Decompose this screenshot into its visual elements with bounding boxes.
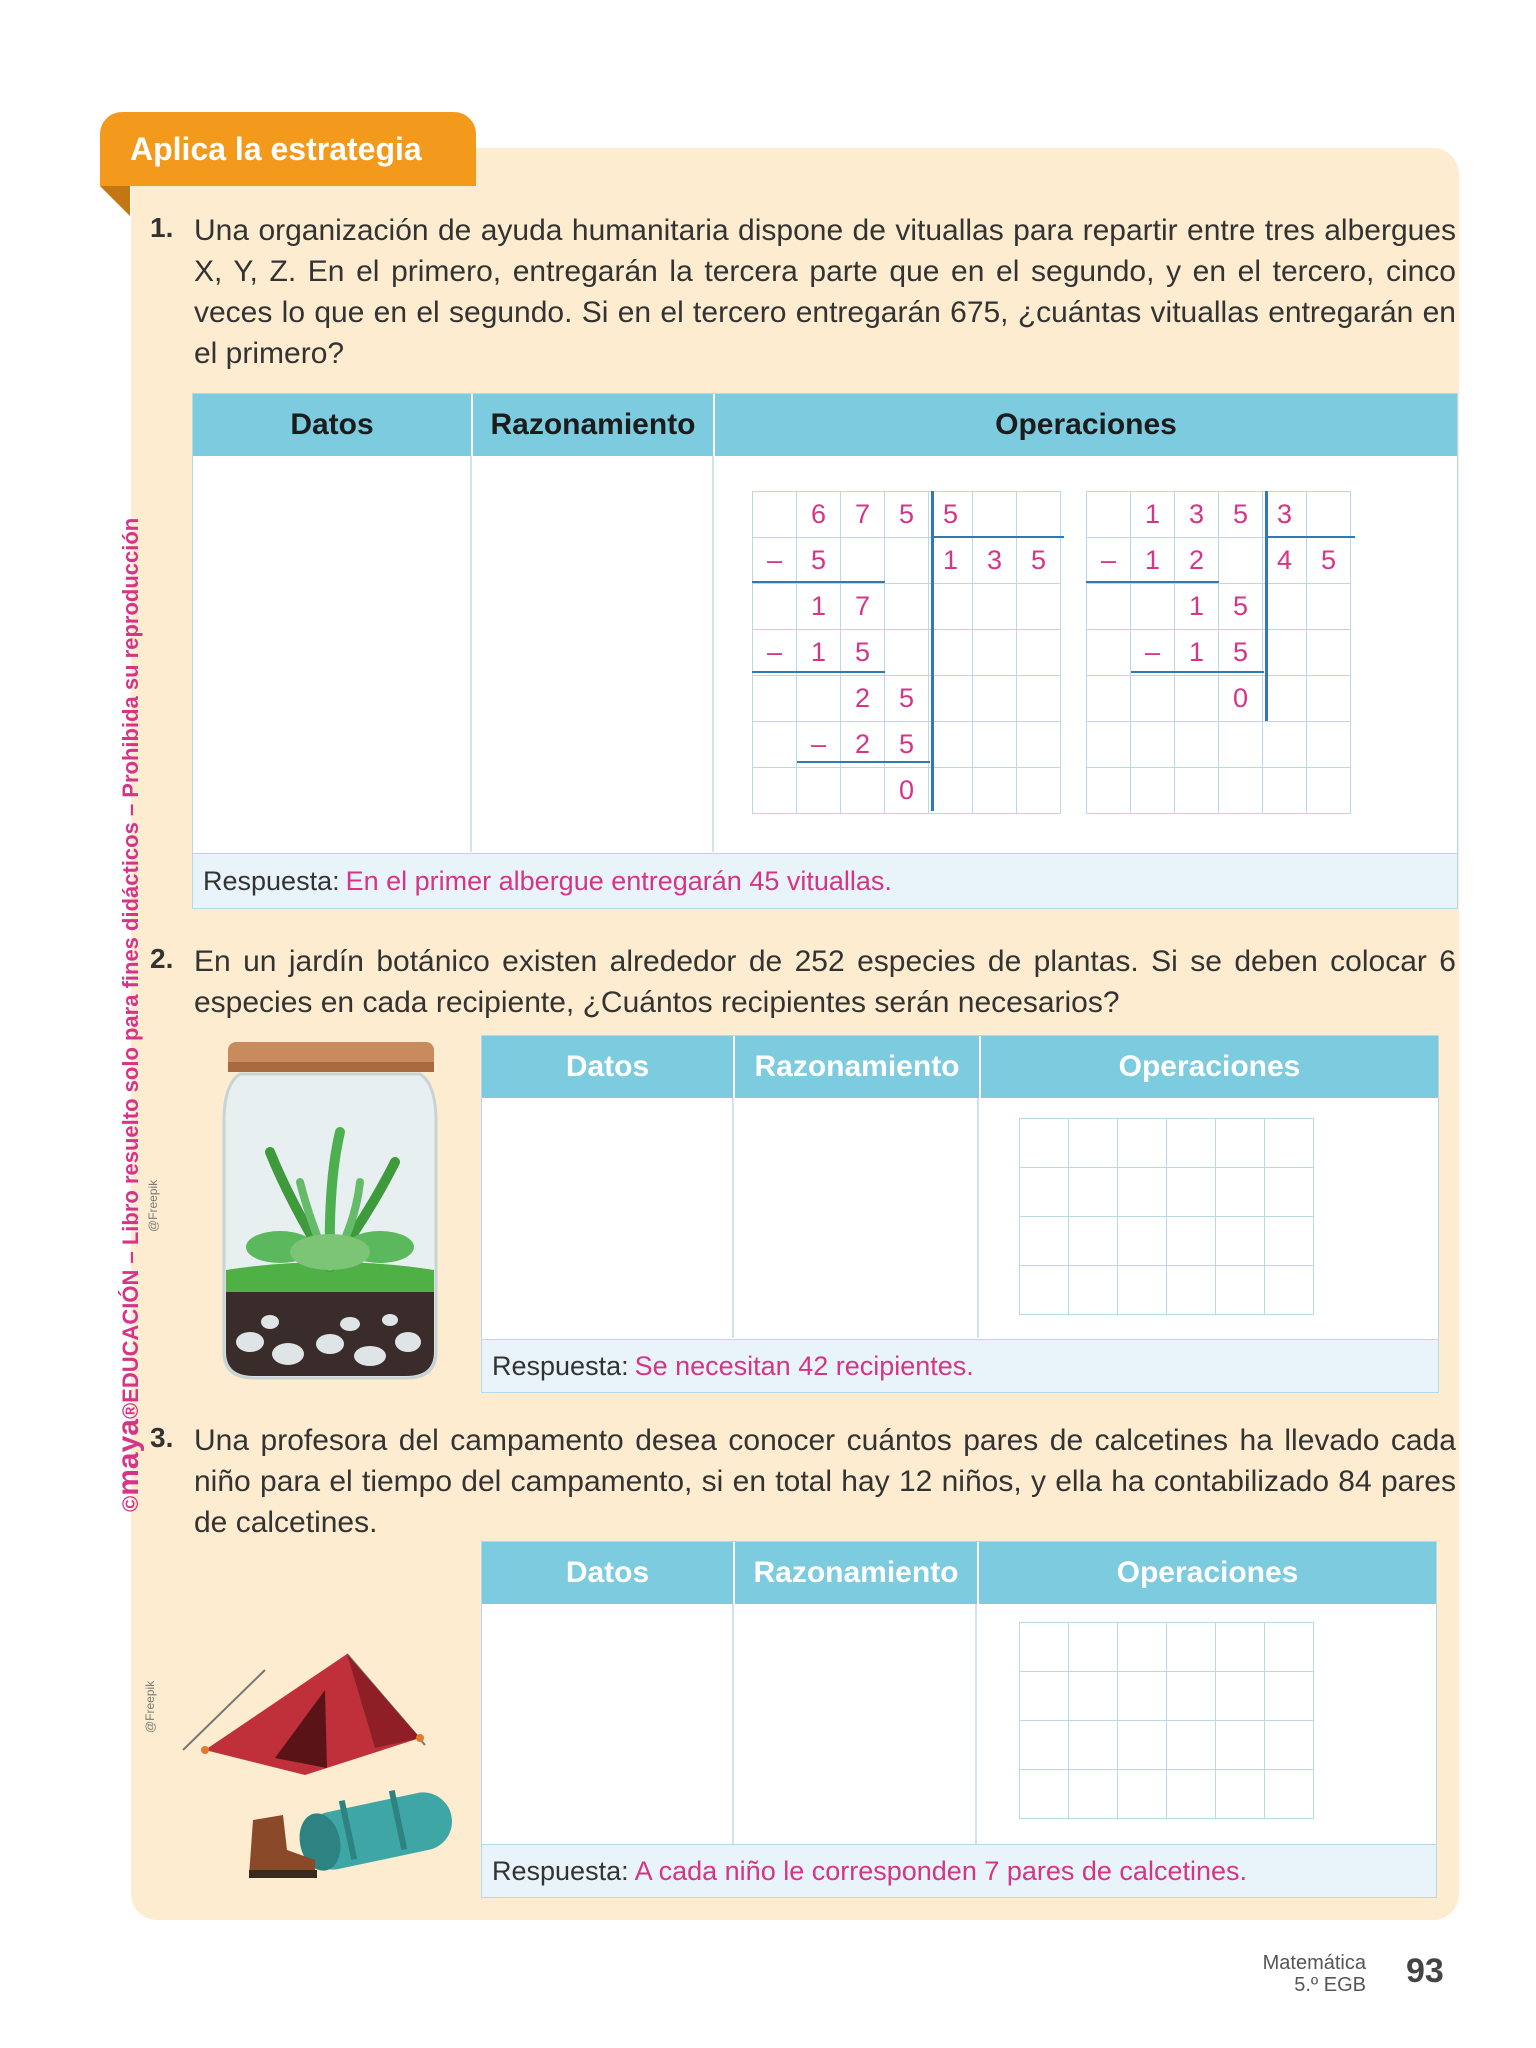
grid-row [753,676,1061,722]
grid-cell [1069,1168,1118,1217]
grid-cell [841,768,885,814]
grid-cell: 5 [1219,630,1263,676]
grid-row [1020,1770,1314,1819]
grid-cell: 2 [1175,538,1219,584]
grid-cell [1017,584,1061,630]
grid-cell: 5 [1307,538,1351,584]
grid-row [1020,1119,1314,1168]
sidebar-copyright [112,518,146,1512]
grid-row [1020,1721,1314,1770]
answer-value: A cada niño le corresponden 7 pares de calcetines. [634,1855,1247,1886]
grid-cell [1087,676,1131,722]
grid-cell [1265,1770,1314,1819]
page-number: 93 [1406,1952,1444,1990]
grid-cell [1017,768,1061,814]
subtraction-line [752,581,885,583]
grid-cell: 3 [1263,492,1307,538]
grid-cell [753,768,797,814]
grid-cell: 2 [841,676,885,722]
column-divider [732,1098,734,1338]
header-operaciones: Operaciones [713,394,1457,456]
grid-cell [1118,1623,1167,1672]
grid-cell: 6 [797,492,841,538]
grid-cell: 5 [885,492,929,538]
grid-cell [1307,768,1351,814]
grid-cell [1307,676,1351,722]
division-bracket-horizontal [931,536,1064,538]
grid-cell [1069,1672,1118,1721]
problem-1-answer [193,853,1457,908]
answer-label: Respuesta: [492,1855,629,1886]
subtraction-line [797,761,930,763]
grid-cell [1118,1672,1167,1721]
grid-cell: 5 [1017,538,1061,584]
problem-1-number: 1. [150,212,174,243]
grid-cell: 2 [841,722,885,768]
grid-cell [1175,768,1219,814]
grid-cell [1069,1266,1118,1315]
grid-cell [841,538,885,584]
grid-cell: – [797,722,841,768]
grid-cell [1020,1770,1069,1819]
grid-cell: 5 [841,630,885,676]
grid-cell [885,584,929,630]
grid-cell [1265,1217,1314,1266]
terrarium-jar-illustration [210,1042,450,1384]
grid-cell [1020,1672,1069,1721]
grid-cell [929,676,973,722]
answer-value: Se necesitan 42 recipientes. [634,1350,974,1381]
grid-cell [1118,1266,1167,1315]
grid-cell [1087,492,1131,538]
grid-row [753,768,1061,814]
answer-label: Respuesta: [492,1350,629,1381]
grid-cell [1167,1672,1216,1721]
subtraction-line [1131,671,1264,673]
grid-row [753,630,1061,676]
empty-operations-grid [1019,1622,1314,1819]
answer-value: En el primer albergue entregarán 45 vituallas. [345,865,892,896]
problem-1-table [192,393,1458,909]
answer-label: Respuesta: [203,865,340,896]
grid-cell [973,492,1017,538]
grid-cell: 1 [797,584,841,630]
grid-row [1087,492,1351,538]
grid-cell: 4 [1263,538,1307,584]
grid-cell [1307,584,1351,630]
column-divider [712,456,714,852]
grid-cell: 1 [1175,584,1219,630]
subtraction-line [1086,581,1219,583]
sidebar-text: EDUCACIÓN – Libro resuelto solo para fines didácticos – Prohibida su reproducción [118,517,143,1403]
header-datos: Datos [565,1050,650,1083]
column-divider [470,456,472,852]
grid-cell: – [753,630,797,676]
grid-cell: 3 [973,538,1017,584]
grid-cell: 3 [1175,492,1219,538]
grid-row [753,538,1061,584]
grid-cell [1131,676,1175,722]
grid-cell [1216,1672,1265,1721]
grid-cell [1087,722,1131,768]
problem-2-text: En un jardín botánico existen alrededor de 252 especies de plantas. Si se deben colocar 6 especies en cada recipiente, ¿Cuántos recipientes serán necesarios? [194,945,1456,1019]
grid-cell: 1 [797,630,841,676]
tent-and-sleeping-bag-illustration [175,1650,470,1885]
grid-row [1020,1266,1314,1315]
grid-cell: 1 [1131,492,1175,538]
empty-operations-grid [1019,1118,1314,1315]
grid-cell [929,630,973,676]
grid-cell [1219,538,1263,584]
section-title: Aplica la estrategia [100,112,476,186]
grid-cell [973,630,1017,676]
grid-cell [1069,1623,1118,1672]
grid-cell [1020,1119,1069,1168]
grid-row [1020,1623,1314,1672]
grid-cell: 7 [841,492,885,538]
image-credit: @Freepik [143,1680,157,1733]
column-divider [977,1098,979,1338]
column-divider [732,1604,734,1844]
grid-cell [1020,1266,1069,1315]
division-grid-1 [752,491,1061,814]
grid-cell [1017,722,1061,768]
subject-name: Matemática [1262,1952,1366,1974]
grid-cell [797,676,841,722]
grid-cell [1017,492,1061,538]
grid-row [1020,1672,1314,1721]
header-datos: Datos [290,408,374,441]
problem-3-answer [482,1844,1436,1897]
grid-row [1087,676,1351,722]
problem-2-table-header [482,1036,1438,1098]
grid-cell [753,492,797,538]
problem-1-text: Una organización de ayuda humanitaria dispone de vituallas para repartir entre tres albergues X, Y, Z. En el primero, entregarán la tercera parte que en el segundo, y en el tercero, cinco veces lo que en el segundo. Si en el tercero entregarán 675, ¿cuántas vituallas entregarán en el primero? [194,214,1456,370]
problem-2-table [481,1035,1439,1393]
grid-cell [1265,1266,1314,1315]
grid-cell [1131,584,1175,630]
grid-cell: – [1131,630,1175,676]
grid-cell [973,676,1017,722]
problem-3-table [481,1541,1437,1898]
header-operaciones: Operaciones [979,1036,1438,1098]
grid-cell [1265,1168,1314,1217]
grid-cell [1167,1168,1216,1217]
grid-row [1087,722,1351,768]
grid-cell [885,630,929,676]
grid-cell [1118,1168,1167,1217]
grid-cell [1017,630,1061,676]
grid-cell: 0 [1219,676,1263,722]
grid-cell [1118,1217,1167,1266]
problem-1-table-header [193,394,1457,456]
header-razonamiento: Razonamiento [733,1542,977,1604]
grid-cell [1216,1721,1265,1770]
grid-cell [1020,1217,1069,1266]
grid-cell: 7 [841,584,885,630]
header-razonamiento: Razonamiento [471,394,713,456]
grid-cell [1263,722,1307,768]
problem-2-number: 2. [150,943,174,974]
grid-cell [1307,630,1351,676]
grid-row [1020,1168,1314,1217]
grid-cell [753,584,797,630]
footer-subject [1263,1952,1366,1996]
subtraction-line [752,671,885,673]
grid-cell [753,722,797,768]
grid-cell [1167,1770,1216,1819]
grid-row [1087,538,1351,584]
grid-cell [1087,630,1131,676]
grid-cell: 0 [885,768,929,814]
grid-cell [1020,1168,1069,1217]
column-divider [975,1604,977,1844]
grid-row [1087,584,1351,630]
grid-cell: 5 [1219,492,1263,538]
grid-cell [973,768,1017,814]
grid-cell [1167,1266,1216,1315]
grid-cell [1263,676,1307,722]
grid-cell: – [1087,538,1131,584]
grid-cell [1167,1217,1216,1266]
grid-cell [1069,1119,1118,1168]
grid-cell [797,768,841,814]
grade-level: 5.º EGB [1294,1974,1366,1996]
grid-cell [1175,722,1219,768]
division-grid-2 [1086,491,1351,814]
division-bracket-horizontal [1265,536,1355,538]
grid-cell: 1 [1175,630,1219,676]
grid-cell [1087,584,1131,630]
grid-cell [1131,768,1175,814]
grid-cell [1175,676,1219,722]
grid-cell [929,722,973,768]
problem-2-answer [482,1339,1438,1392]
grid-cell [1069,1217,1118,1266]
grid-cell: 5 [1219,584,1263,630]
grid-cell [1118,1721,1167,1770]
grid-cell [1167,1119,1216,1168]
grid-cell [1118,1770,1167,1819]
header-razonamiento: Razonamiento [733,1036,979,1098]
brand-logo: maya [112,1419,145,1496]
grid-cell [1265,1623,1314,1672]
grid-cell: 5 [885,722,929,768]
tab-fold [100,186,130,216]
grid-cell [929,584,973,630]
grid-cell [1216,1119,1265,1168]
grid-cell [1069,1770,1118,1819]
grid-row [1087,768,1351,814]
problem-3-table-header [482,1542,1436,1604]
division-bracket-vertical [1265,491,1268,721]
grid-cell [1216,1217,1265,1266]
copyright-symbol: © [118,1495,143,1512]
grid-cell [1219,768,1263,814]
grid-cell [1263,584,1307,630]
grid-cell [1087,768,1131,814]
grid-cell: – [753,538,797,584]
grid-cell [1307,722,1351,768]
grid-cell [1216,1770,1265,1819]
grid-row [753,584,1061,630]
grid-cell: 5 [885,676,929,722]
grid-cell: 1 [929,538,973,584]
grid-row [753,492,1061,538]
grid-cell [1020,1623,1069,1672]
problem-3-number: 3. [150,1422,174,1453]
grid-cell [1263,768,1307,814]
grid-cell [1265,1119,1314,1168]
problem-3-text: Una profesora del campamento desea conocer cuántos pares de calcetines ha llevado cada niño para el tiempo del campamento, si en total hay 12 niños, y ella ha contabilizado 84 pares de calcetines. [194,1424,1456,1539]
division-bracket-vertical [931,491,934,811]
grid-cell [1167,1721,1216,1770]
grid-cell: 5 [929,492,973,538]
grid-cell [885,538,929,584]
grid-cell [1263,630,1307,676]
grid-cell [929,768,973,814]
registered-mark: ® [118,1402,143,1420]
grid-cell [753,676,797,722]
grid-cell [1216,1168,1265,1217]
header-datos: Datos [565,1556,650,1589]
header-operaciones: Operaciones [977,1542,1436,1604]
grid-cell [1017,676,1061,722]
grid-cell [973,722,1017,768]
grid-cell [1131,722,1175,768]
grid-cell: 1 [1131,538,1175,584]
grid-cell [1216,1266,1265,1315]
grid-cell [1020,1721,1069,1770]
grid-cell [1069,1721,1118,1770]
grid-cell [1265,1721,1314,1770]
grid-cell [1216,1623,1265,1672]
grid-cell [973,584,1017,630]
image-credit: @Freepik [146,1179,160,1232]
grid-cell [1118,1119,1167,1168]
grid-cell [1219,722,1263,768]
grid-row [1020,1217,1314,1266]
grid-cell [1307,492,1351,538]
grid-cell [1167,1623,1216,1672]
grid-row [1087,630,1351,676]
grid-cell: 5 [797,538,841,584]
grid-cell [1265,1672,1314,1721]
